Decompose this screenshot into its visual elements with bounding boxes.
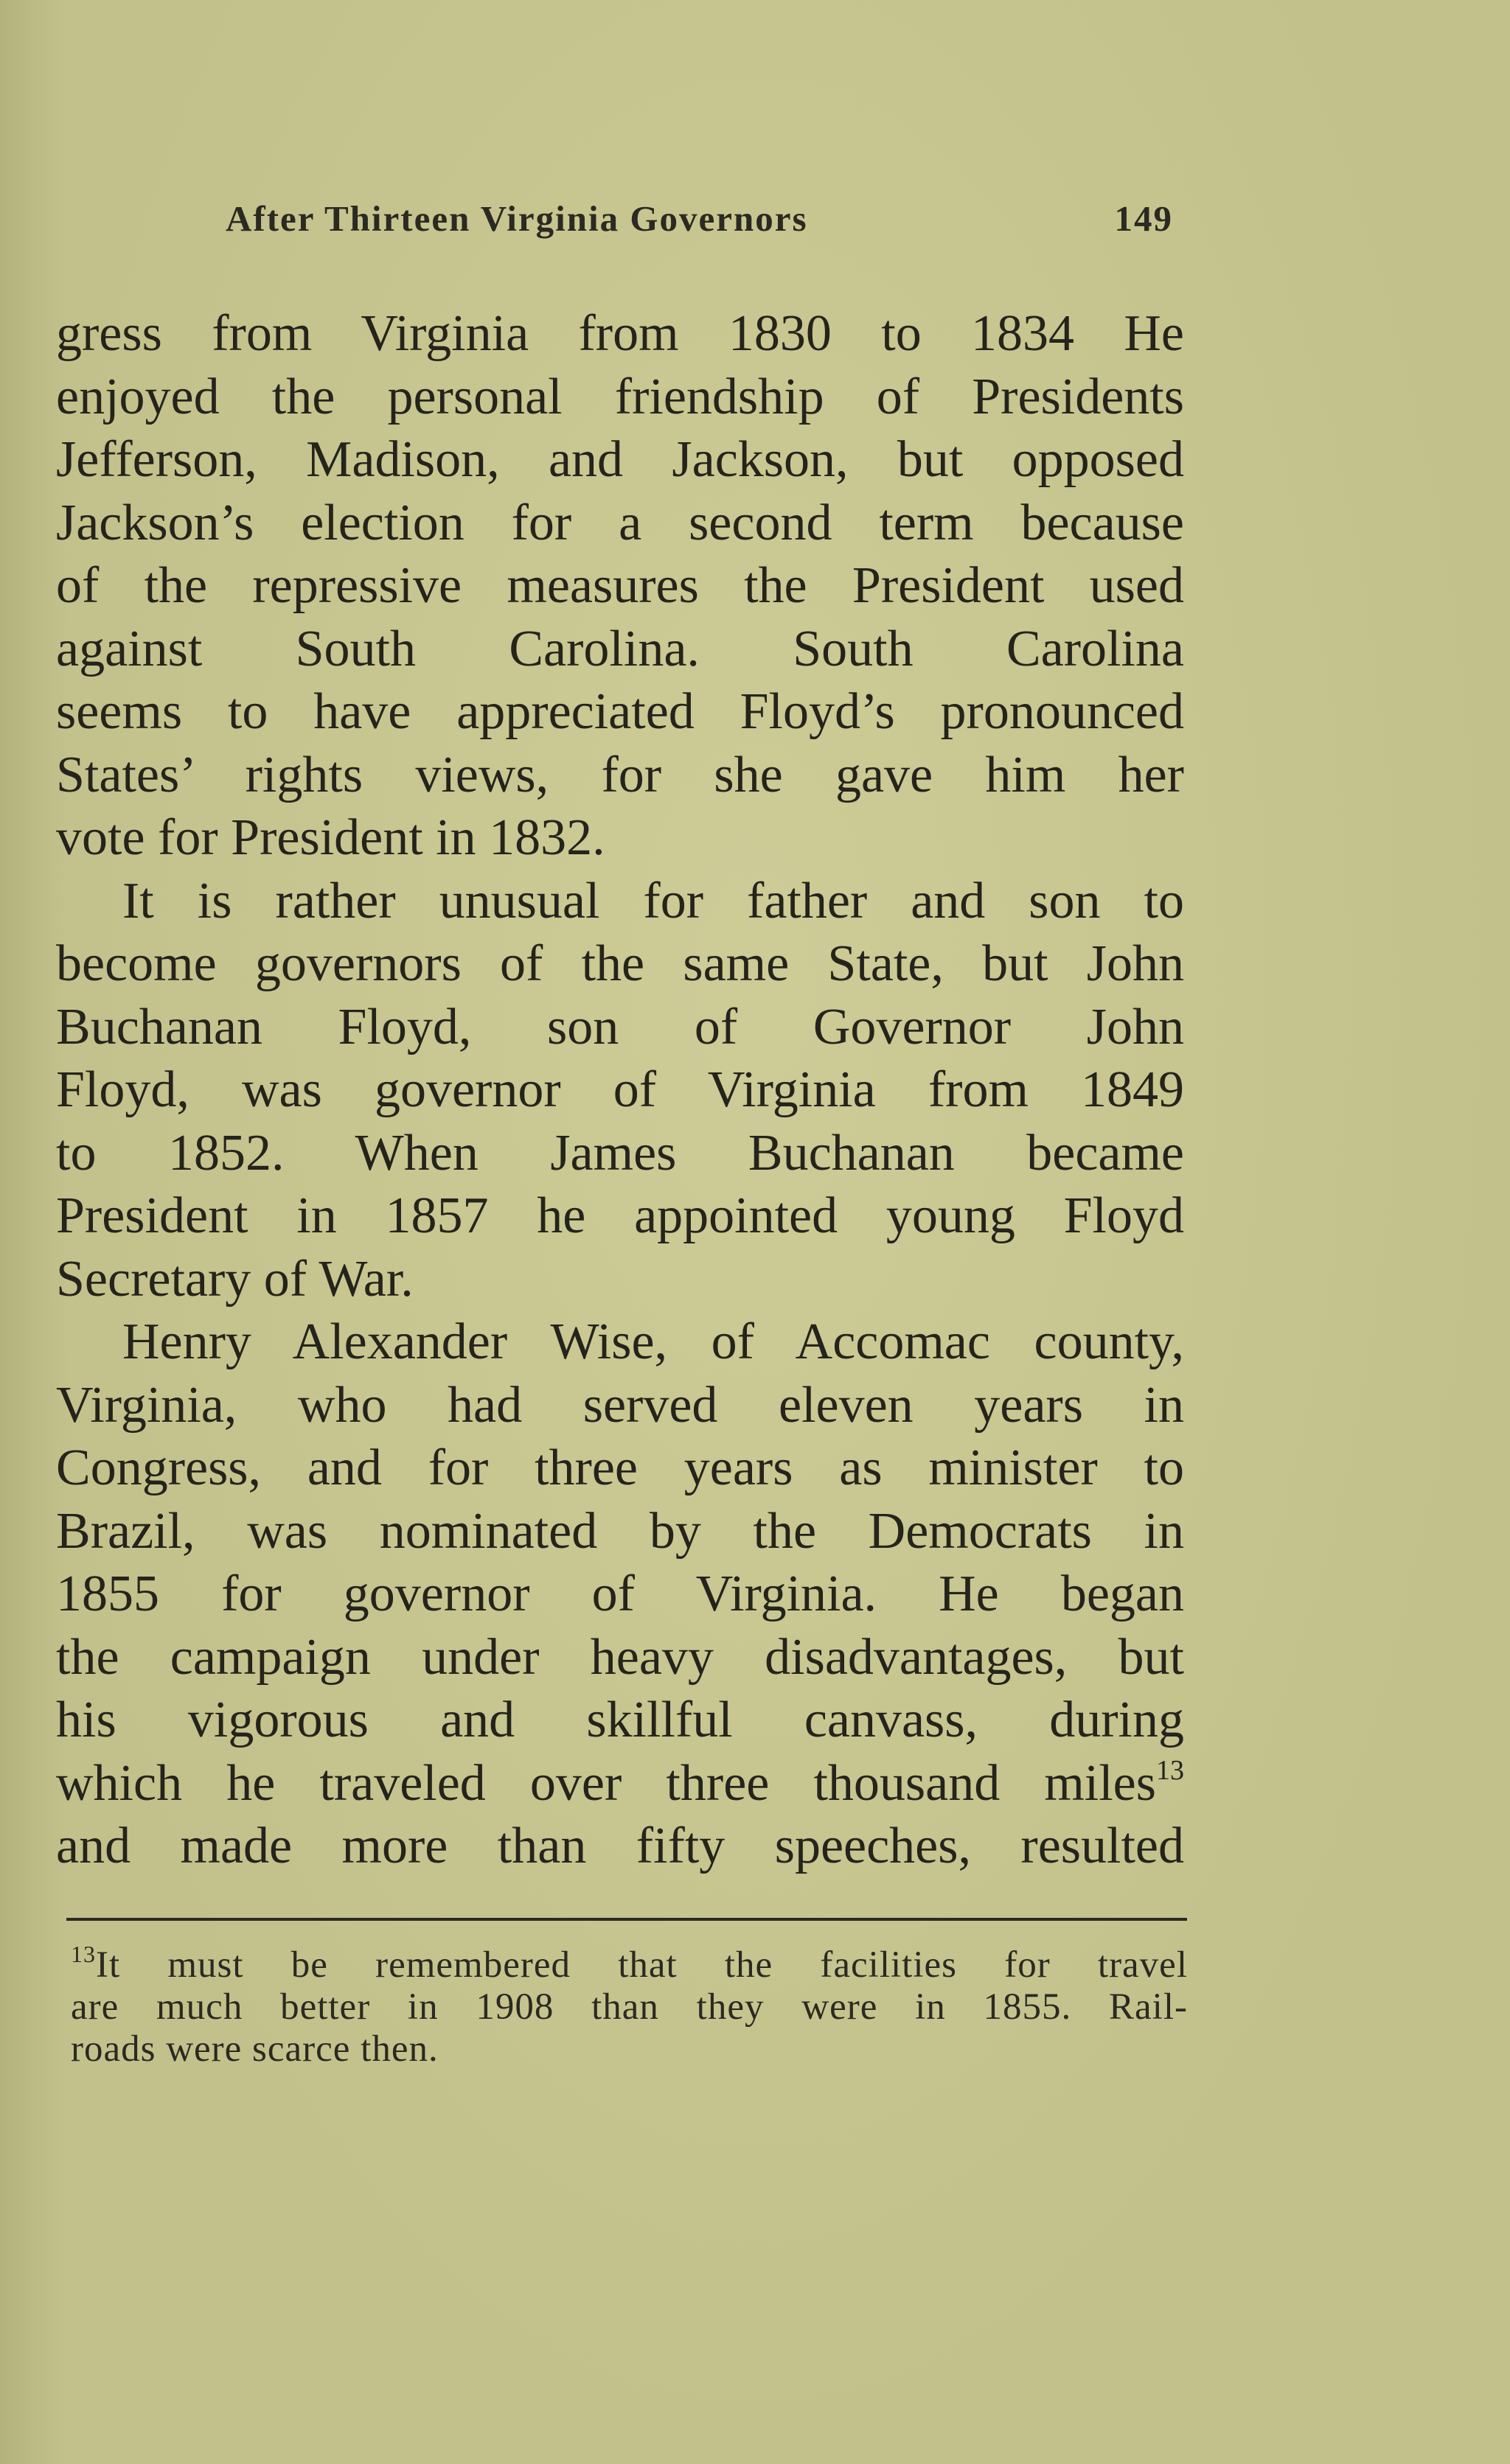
text-line: to 1852. When James Buchanan became [56,1124,1184,1182]
text-line: his vigorous and skillful canvass, during [56,1692,1184,1748]
text-line: Jefferson, Madison, and Jackson, but opposed [56,431,1184,488]
paragraph-1 [56,302,1184,870]
text-line: 1855 for governor of Virginia. He began [56,1566,1184,1622]
text-line: Buchanan Floyd, son of Governor John [56,998,1184,1055]
paragraph-2 [56,870,1184,1311]
text-line: of the repressive measures the President used [56,557,1184,614]
text-line: Jackson’s election for a second term because [56,494,1184,551]
text-line: It is rather unusual for father and son to [122,872,1184,929]
footnote-text: It must be remembered that the facilities for travel [96,1944,1188,1986]
footnote-marker: 13 [71,1941,96,1967]
text-line: and made more than fifty speeches, resulted [56,1818,1184,1874]
text-line: against South Carolina. South Carolina [56,620,1184,677]
text-line: Brazil, was nominated by the Democrats in [56,1502,1184,1560]
text-line: Floyd, was governor of Virginia from 1849 [56,1061,1184,1118]
text-line: States’ rights views, for she gave him her [56,746,1184,803]
text-line: Congress, and for three years as minister to [56,1439,1184,1496]
text-line: Secretary of War. [56,1250,414,1308]
page-header [226,198,1173,249]
footnote-divider [66,1918,1187,1921]
text-segment: which he traveled over three thousand miles [56,1754,1156,1812]
text-line: become governors of the same State, but John [56,935,1184,992]
page-number: 149 [1114,198,1173,239]
running-title: After Thirteen Virginia Governors [226,198,808,239]
footnote-reference[interactable]: 13 [1156,1754,1184,1786]
text-line: the campaign under heavy disadvantages, but [56,1628,1184,1686]
text-line: Henry Alexander Wise, of Accomac county, [122,1313,1184,1370]
text-line: Virginia, who had served eleven years in [56,1376,1184,1434]
text-line: vote for President in 1832. [56,809,605,866]
text-line: enjoyed the personal friendship of Presidents [56,368,1184,425]
text-line: gress from Virginia from 1830 to 1834 He [56,305,1184,362]
paragraph-3 [56,1310,1184,1878]
text-line: President in 1857 he appointed young Floyd [56,1187,1184,1244]
body-text [56,302,1184,1878]
footnote-line: roads were scarce then. [71,2028,439,2070]
footnote [71,1941,1188,2070]
text-line: seems to have appreciated Floyd’s pronounced [56,683,1184,740]
footnote-line [71,1941,1188,1986]
text-line-with-footnote-ref [56,1752,1184,1815]
footnote-line: are much better in 1908 than they were in 1855. Rail- [71,1986,1188,2028]
